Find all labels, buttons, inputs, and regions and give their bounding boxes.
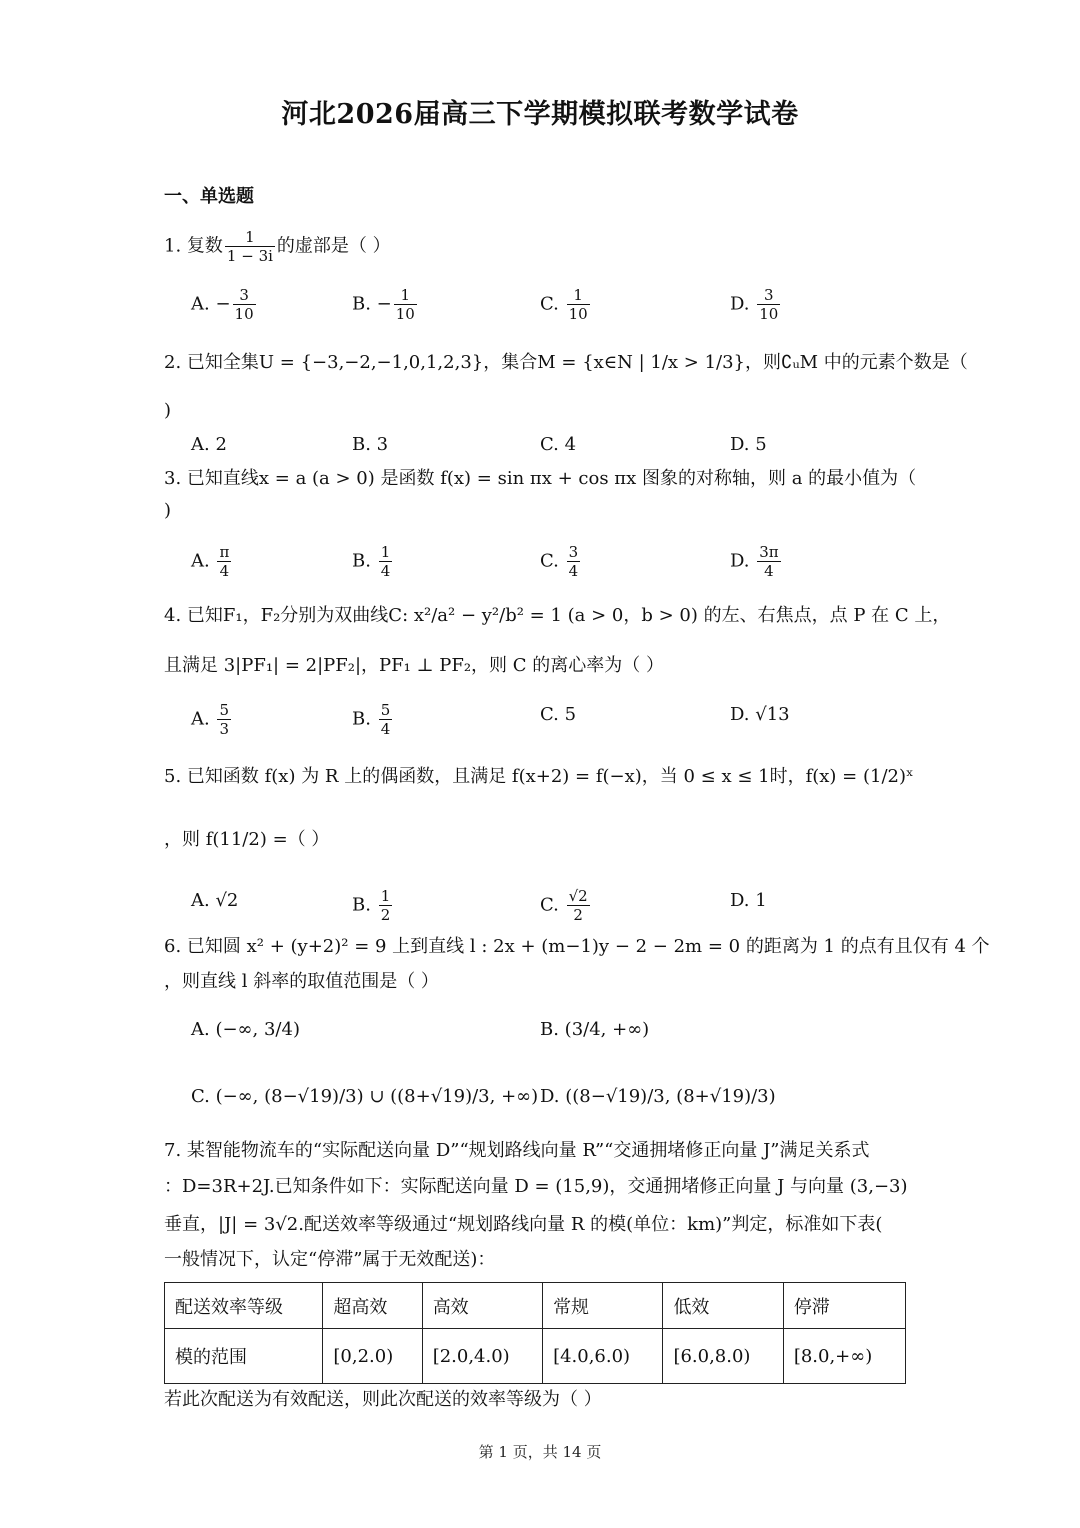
q2-option-d: D. 5 <box>730 434 767 455</box>
q2-option-a: A. 2 <box>191 434 227 455</box>
q5-option-d: D. 1 <box>730 890 767 911</box>
q1-option-a: A. − $\frac{3}{10}$ <box>191 286 254 323</box>
table-cell: 模的范围 <box>165 1329 323 1384</box>
table-cell: [8.0,+∞) <box>783 1329 905 1384</box>
q6-line-1: 6. 已知圆 x² + (y+2)² = 9 上到直线 l : 2x + (m−1)y − 2 − 2m = 0 的距离为 1 的点有且仅有 4 个 <box>164 936 990 957</box>
q6-line-2: ，则直线 l 斜率的取值范围是（ ） <box>164 971 439 992</box>
q1-option-d: D. $\frac{3}{10}$ <box>730 286 779 323</box>
q3-option-a: A. $\frac{\pi}{4}$ <box>191 543 230 580</box>
q1-frac-den: 1 − 3i <box>226 247 273 265</box>
q5-option-a: A. √2 <box>191 890 239 911</box>
q6-option-a: A. (−∞, 3/4) <box>191 1019 300 1040</box>
table-header-row <box>165 1283 906 1329</box>
q7-line-4: 一般情况下，认定“停滞”属于无效配送)： <box>164 1249 496 1270</box>
section-heading: 一、单选题 <box>164 186 254 207</box>
q3-option-b: B. $\frac{1}{4}$ <box>352 543 391 580</box>
q1-text-after: 的虚部是（ ） <box>276 235 391 257</box>
q1-fraction <box>225 228 275 265</box>
table-cell: 常规 <box>543 1283 663 1329</box>
question-1 <box>164 228 391 265</box>
q3-line-2: ) <box>164 500 172 521</box>
q1-frac-num: 1 <box>225 228 275 247</box>
table-cell: 配送效率等级 <box>165 1283 323 1329</box>
table-cell: [4.0,6.0) <box>543 1329 663 1384</box>
q1-text-before: 复数 <box>186 235 223 257</box>
q7-line-2: ：D=3R+2J.已知条件如下：实际配送向量 D = (15,9)，交通拥堵修正向量 J 与向量 (3,−3) <box>164 1176 908 1197</box>
table-cell: 低效 <box>663 1283 783 1329</box>
page-footer: 第 1 页，共 14 页 <box>478 1443 602 1461</box>
q7-after-table: 若此次配送为有效配送，则此次配送的效率等级为（ ） <box>164 1389 602 1410</box>
table-cell: [6.0,8.0) <box>663 1329 783 1384</box>
q7-line-3: 垂直，|J| = 3√2.配送效率等级通过“规划路线向量 R 的模(单位：km)”判定，标准如下表( <box>164 1214 883 1235</box>
q4-line-2: 且满足 3|PF₁| = 2|PF₂|，PF₁ ⊥ PF₂，则 C 的离心率为（ ） <box>164 655 664 676</box>
q3-option-c: C. $\frac{3}{4}$ <box>540 543 579 580</box>
q2-line-2: ) <box>164 400 172 421</box>
q2-line-1: 2. 已知全集U = {−3,−2,−1,0,1,2,3}，集合M = {x∈N | 1/x > 1/3}，则∁ᵤM 中的元素个数是（ <box>164 352 968 373</box>
q6-option-d: D. ((8−√19)/3, (8+√19)/3) <box>540 1086 776 1107</box>
q5-option-b: B. $\frac{1}{2}$ <box>352 887 391 924</box>
q7-line-1: 7. 某智能物流车的“实际配送向量 D”“规划路线向量 R”“交通拥堵修正向量 J”满足关系式 <box>164 1140 870 1161</box>
q1-number: 1. <box>164 235 182 257</box>
q2-option-b: B. 3 <box>352 434 389 455</box>
table-cell: 高效 <box>422 1283 542 1329</box>
q6-option-b: B. (3/4, +∞) <box>540 1019 650 1040</box>
table-row <box>165 1329 906 1384</box>
q5-line-2: ，则 f(11/2) =（ ） <box>164 829 330 850</box>
q4-option-c: C. 5 <box>540 704 577 725</box>
q2-option-c: C. 4 <box>540 434 577 455</box>
table-cell: 超高效 <box>323 1283 422 1329</box>
q4-option-b: B. $\frac{5}{4}$ <box>352 701 391 738</box>
page-title: 河北2026届高三下学期模拟联考数学试卷 <box>281 99 799 130</box>
table-cell: 停滞 <box>783 1283 905 1329</box>
q1-option-c: C. $\frac{1}{10}$ <box>540 286 588 323</box>
q4-line-1: 4. 已知F₁，F₂分别为双曲线C: x²/a² − y²/b² = 1 (a > 0，b > 0) 的左、右焦点，点 P 在 C 上， <box>164 605 951 626</box>
table-cell: [0,2.0) <box>323 1329 422 1384</box>
q4-option-d: D. √13 <box>730 704 790 725</box>
q4-option-a: A. $\frac{5}{3}$ <box>191 701 230 738</box>
q3-line-1: 3. 已知直线x = a (a > 0) 是函数 f(x) = sin πx + cos πx 图象的对称轴，则 a 的最小值为（ <box>164 468 917 489</box>
q6-option-c: C. (−∞, (8−√19)/3) ∪ ((8+√19)/3, +∞) <box>191 1086 539 1107</box>
table-cell: [2.0,4.0) <box>422 1329 542 1384</box>
q5-option-c: C. $\frac{√2}{2}$ <box>540 887 588 924</box>
q1-option-b: B. − $\frac{1}{10}$ <box>352 286 415 323</box>
efficiency-table <box>164 1282 906 1384</box>
q3-option-d: D. $\frac{3\pi}{4}$ <box>730 543 779 580</box>
q5-line-1: 5. 已知函数 f(x) 为 R 上的偶函数，且满足 f(x+2) = f(−x)，当 0 ≤ x ≤ 1时，f(x) = (1/2)ˣ <box>164 766 914 787</box>
